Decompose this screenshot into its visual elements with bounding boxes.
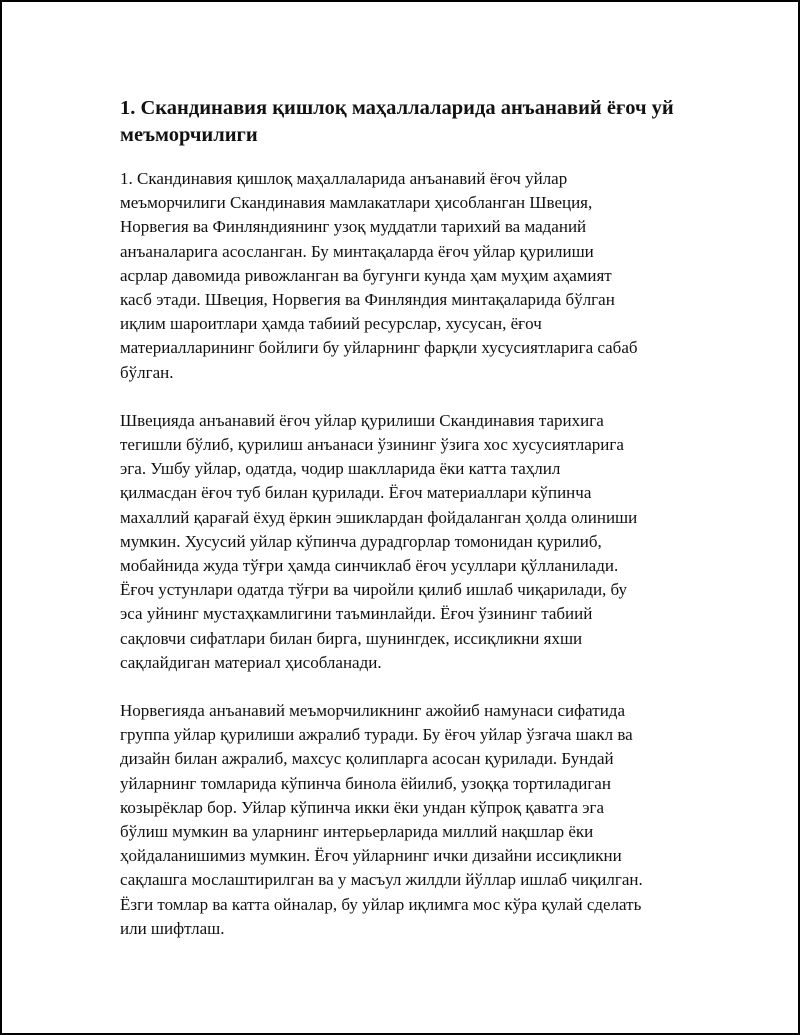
document-title: 1. Скандинавия қишлоқ маҳаллаларида анъанавий ёғоч уй меъморчилиги bbox=[120, 97, 674, 146]
paragraph-introduction: 1. Скандинавия қишлоқ маҳаллаларида анъанавий ёғоч уйлар меъморчилиги Скандинавия мамлакатлари ҳисобланган Швеция, Норвегия ва Финляндиянинг узоқ муддатли тарихий ва маданий анъаналарига асосланган. Бу минтақаларда ёғоч уйлар қурилиши асрлар давомида ривожланган ва бугунги кунда ҳам муҳим аҳамият касб этади. Швеция, Норвегия ва Финляндия минтақаларида бўлган иқлим шароитлари ҳамда табиий ресурслар, хусусан, ёғоч материалларининг бойлиги бу уйларнинг фарқли хусусиятларига сабаб бўлган. bbox=[120, 169, 638, 382]
paragraph-norway: Норвегияда анъанавий меъморчиликнинг ажойиб намунаси сифатида группа уйлар қурилиши ажралиб туради. Бу ёғоч уйлар ўзгача шакл ва дизайн билан ажралиб, махсус қолипларга асосан қурилади. Бундай уйларнинг томларида кўпинча бинола ёйилиб, узоққа тортиладиган козырёклар бор. Уйлар кўпинча икки ёки ундан кўпроқ қаватга эга бўлиш мумкин ва уларнинг интерьерларида миллий нақшлар ёки ҳойдаланишимиз мумкин. Ёғоч уйларнинг ички дизайни иссиқликни сақлашга мослаштирилган ва у масъул жилдли йўллар ишлаб чиқилган. Ёзги томлар ва катта ойналар, бу уйлар иқлимга мос кўра қулай сделать или шифтлаш. bbox=[120, 701, 643, 938]
paragraph-sweden: Швецияда анъанавий ёғоч уйлар қурилиши Скандинавия тарихига тегишли бўлиб, қурилиш анъанаси ўзининг ўзига хос хусусиятларига эга. Ушбу уйлар, одатда, чодир шаклларида ёки катта таҳлил қилмасдан ёғоч туб билан қурилади. Ёғоч материаллари кўпинча махаллий қарағай ёхуд ёркин эшиклардан фойдаланган ҳолда олиниши мумкин. Хусусий уйлар кўпинча дурадгорлар томонидан қурилиб, мобайнида жуда тўғри ҳамда синчиклаб ёғоч усуллари қўлланилади. Ёғоч устунлари одатда тўғри ва чиройли қилиб ишлаб чиқарилади, бу эса уйнинг мустаҳкамлигини таъминлайди. Ёғоч ўзининг табиий сақловчи сифатлари билан бирга, шунингдек, иссиқликни яхши сақлайдиган материал ҳисобланади. bbox=[120, 410, 638, 672]
document-content bbox=[120, 95, 692, 941]
document-body bbox=[120, 167, 692, 941]
